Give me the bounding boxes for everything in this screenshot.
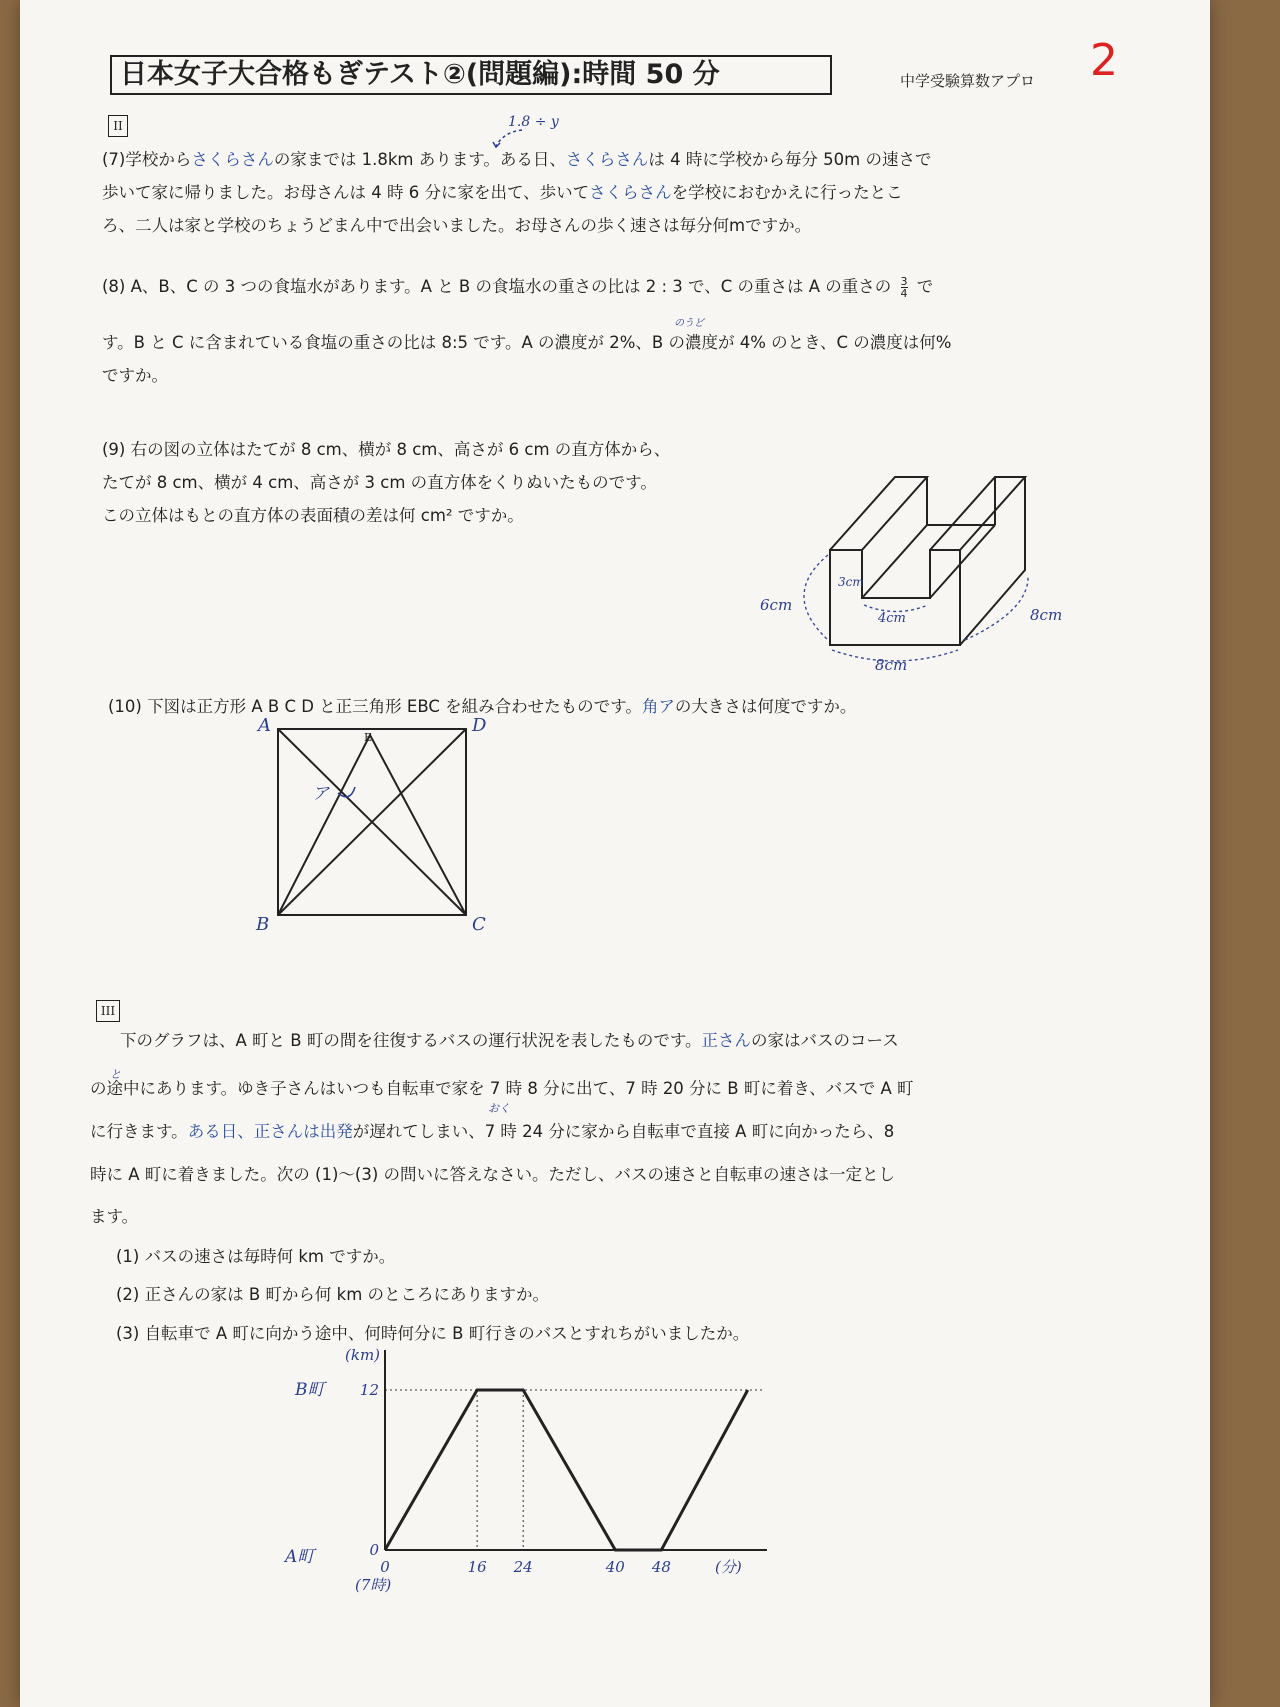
point-C-label: C xyxy=(472,914,486,935)
q9-label-width-8cm: 8cm xyxy=(875,656,908,674)
point-B-label: B xyxy=(256,914,270,935)
point-D-label: D xyxy=(472,715,487,736)
page-number: 2 xyxy=(1090,35,1118,86)
q8-line-3: ですか。 xyxy=(102,366,168,385)
s3-intro-line-5: ます。 xyxy=(90,1207,139,1226)
q7-line-1: (7)学校からさくらさんの家までは 1.8km あります。ある日、さくらさんは 4 時に学校から毎分 50m の速さで xyxy=(102,150,932,169)
x-tick-label: 0 xyxy=(380,1558,390,1576)
q7-line-3: ろ、二人は家と学校のちょうどまん中で出会いました。お母さんの歩く速さは毎分何mですか。 xyxy=(102,216,812,235)
x-axis-unit: (分) xyxy=(715,1558,742,1576)
q9-label-3cm: 3cm xyxy=(838,575,864,589)
s3-intro-line-3: に行きます。ある日、正さんは出発が遅れてしまい、7 時 24 分に家から自転車で直接 A 町に向かったら、8 xyxy=(90,1122,895,1141)
q9-label-4cm: 4cm xyxy=(878,611,906,626)
bus-schedule-chart xyxy=(265,1340,805,1610)
brand-name: 中学受験算数アプロ xyxy=(900,72,1036,90)
section-3-label: III xyxy=(96,1000,120,1022)
q9-label-depth-8cm: 8cm xyxy=(1030,606,1063,624)
x-tick-label: 48 xyxy=(651,1558,671,1576)
q7-line-2: 歩いて家に帰りました。お母さんは 4 時 6 分に家を出て、歩いてさくらさんを学校におむかえに行ったとこ xyxy=(102,183,903,202)
q9-solid-figure xyxy=(760,460,1090,680)
bus-route-line xyxy=(385,1390,748,1550)
y-tick-label: 12 xyxy=(359,1381,379,1399)
angle-a-label: ア xyxy=(312,784,329,804)
q7-handwritten-note: 1.8 ÷ y xyxy=(508,114,559,130)
s3-intro-line-4: 時に A 町に着きました。次の (1)〜(3) の問いに答えなさい。ただし、バスの速さと自転車の速さは一定とし xyxy=(90,1165,896,1184)
y-top-town-label: B町 xyxy=(295,1380,325,1400)
q10-square-figure xyxy=(250,715,510,935)
y-axis-unit: (km) xyxy=(345,1346,381,1364)
y-tick-label: 0 xyxy=(369,1541,379,1559)
x-tick-label: 16 xyxy=(467,1558,487,1576)
x-tick-label: 40 xyxy=(605,1558,625,1576)
point-E-label: E xyxy=(364,731,373,744)
worksheet-page xyxy=(20,0,1210,1707)
q8-fraction: $\frac{3}{4}$ xyxy=(900,275,908,300)
s3-question-3: (3) 自転車で A 町に向かう途中、何時何分に B 町行きのバスとすれちがいましたか。 xyxy=(116,1324,750,1343)
q8-line-1: (8) A、B、C の 3 つの食塩水があります。A と B の食塩水の重さの比は 2 : 3 で、C の重さは A の重さの $\frac{3}{4}$ で xyxy=(102,275,934,300)
q10-text: (10) 下図は正方形 A B C D と正三角形 EBC を組み合わせたものです。角アの大きさは何度ですか。 xyxy=(108,697,857,716)
x-origin-label: (7時) xyxy=(355,1576,392,1594)
x-tick-label: 24 xyxy=(513,1558,533,1576)
section-2-label: II xyxy=(108,115,128,137)
s3-question-1: (1) バスの速さは毎時何 km ですか。 xyxy=(116,1247,396,1266)
test-title: 日本女子大合格もぎテスト②(問題編):時間 50 分 xyxy=(110,55,832,95)
point-A-label: A xyxy=(258,715,271,736)
s3-reading-note-okure: おく xyxy=(488,1102,510,1115)
s3-question-2: (2) 正さんの家は B 町から何 km のところにありますか。 xyxy=(116,1285,550,1304)
q9-line-1: (9) 右の図の立体はたてが 8 cm、横が 8 cm、高さが 6 cm の直方体から、 xyxy=(102,440,671,459)
q9-line-2: たてが 8 cm、横が 4 cm、高さが 3 cm の直方体をくりぬいたものです。 xyxy=(102,473,657,492)
s3-intro-line-1: 下のグラフは、A 町と B 町の間を往復するバスの運行状況を表したものです。正さんの家はバスのコース xyxy=(120,1031,899,1050)
q9-line-3: この立体はもとの直方体の表面積の差は何 cm² ですか。 xyxy=(102,506,524,525)
q9-label-6cm: 6cm xyxy=(760,596,793,614)
q8-line-2: す。B と C に含まれている食塩の重さの比は 8:5 です。A の濃度が 2%、B の濃度が 4% のとき、C の濃度は何% xyxy=(102,333,952,352)
s3-reading-note-to: と xyxy=(110,1068,121,1081)
q8-reading-note: のうど xyxy=(674,318,704,329)
y-bottom-town-label: A町 xyxy=(285,1547,315,1567)
s3-intro-line-2: の途中にあります。ゆき子さんはいつも自転車で家を 7 時 8 分に出て、7 時 20 分に B 町に着き、バスで A 町 xyxy=(90,1079,914,1098)
